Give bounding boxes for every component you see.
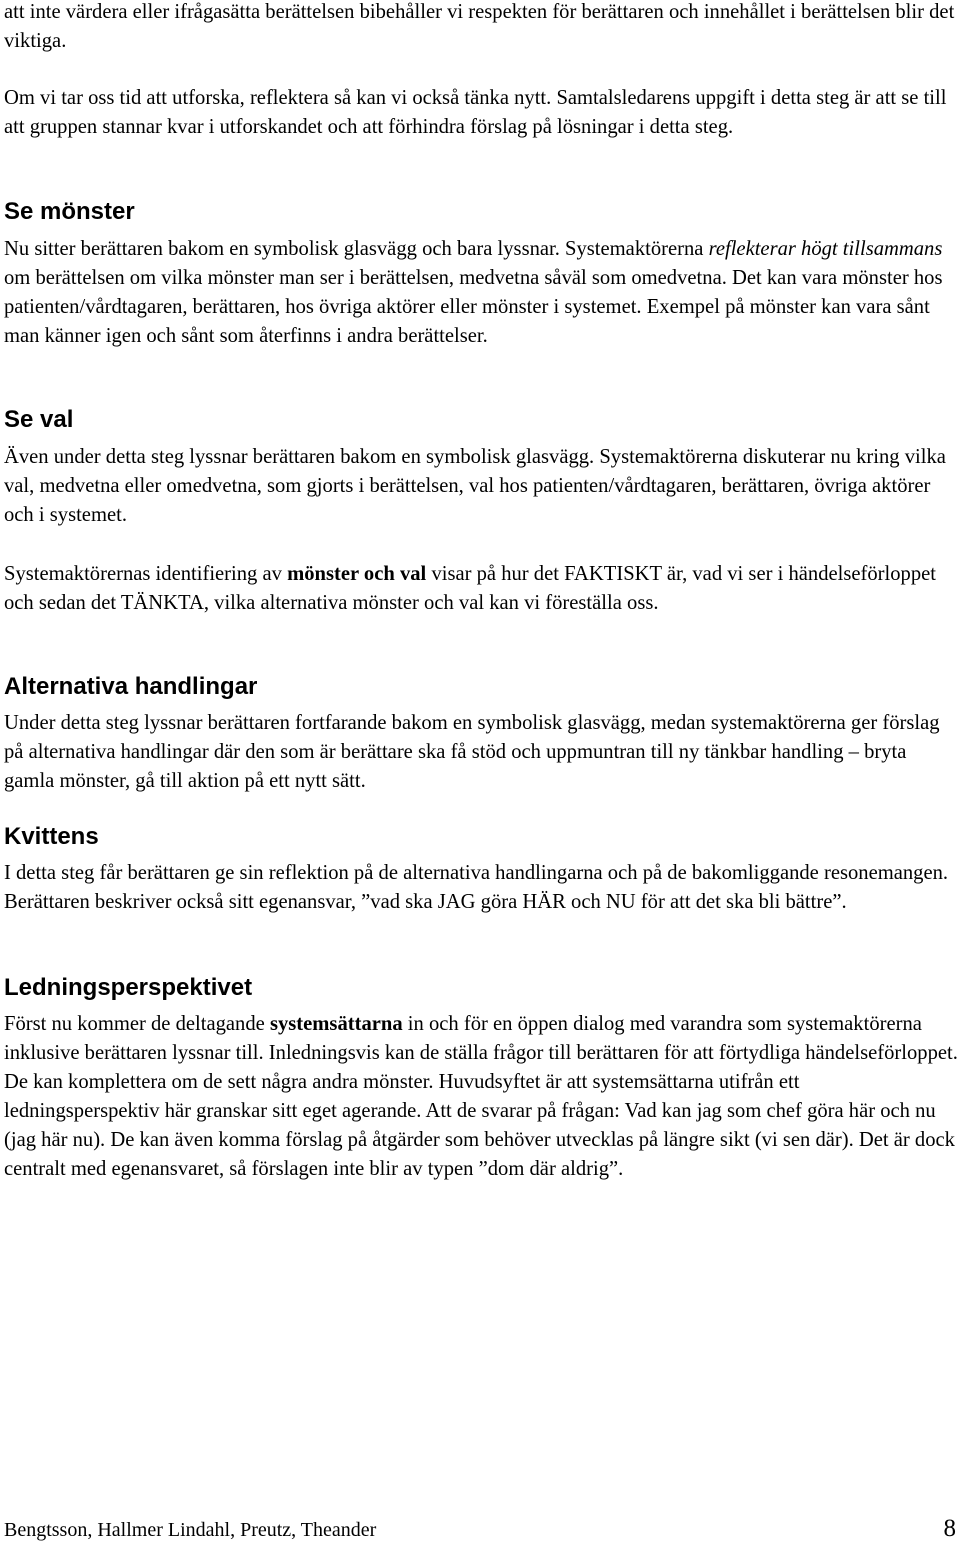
text-run: om berättelsen om vilka mönster man ser i berättelsen, medvetna såväl som omedvetna. Det kan vara mönster hos patienten/vårdtagaren, berättaren, hos övriga aktörer eller mönster i systemet. Exempel på mönster kan vara sånt man känner igen och sånt som återfinns i andra berättelser. [4,267,943,347]
paragraph-se-monster [4,235,958,351]
paragraph-kvittens: I detta steg får berättaren ge sin reflektion på de alternativa handlingarna och på de bakomliggande resonemangen. Berättaren beskriver också sitt egenansvar, ”vad ska JAG göra HÄR och NU för att det ska bli bättre”. [4,862,949,913]
page-footer [4,1508,956,1542]
paragraph-explore-reflect: Om vi tar oss tid att utforska, reflektera så kan vi också tänka nytt. Samtalsledarens uppgift i detta steg är att se till att gruppen stannar kvar i utforskandet och att förhindra förslag på lösningar i detta steg. [4,87,947,138]
paragraph-se-val: Även under detta steg lyssnar berättaren bakom en symbolisk glasvägg. Systemaktörerna diskuterar nu kring vilka val, medvetna eller omedvetna, som gjorts i berättelsen, val hos patienten/vårdtagaren, berättaren, övriga aktörer och i systemet. [4,446,946,526]
paragraph-ledningsperspektivet [4,1010,958,1184]
page-number: 8 [943,1515,956,1542]
heading-se-val: Se val [4,406,74,433]
heading-alternativa-handlingar: Alternativa handlingar [4,673,258,700]
text-run: visar på hur det FAKTISKT är, vad vi ser i händelseförloppet och sedan det TÄNKTA, vilka alternativa mönster och val kan vi föreställa oss. [4,563,936,614]
heading-se-monster: Se mönster [4,198,135,225]
paragraph-alternativa-handlingar: Under detta steg lyssnar berättaren fortfarande bakom en symbolisk glasvägg, medan systemaktörerna ger förslag på alternativa handlingar där den som är berättare ska få stöd och uppmuntran till ny tänkbar handling – bryta gamla mönster, gå till aktion på ett nytt sätt. [4,712,940,792]
bold-phrase: systemsättarna [269,1013,403,1035]
text-run: in och för en öppen dialog med varandra som systemaktörerna inklusive berättaren lyssnar till. Inledningsvis kan de ställa frågor till berättaren för att förtydliga händelseförloppet. De kan komplettera om de sett några andra mönster. Huvudsyftet är att systemsättarna utifrån ett ledningsperspektiv här granskar sitt eget agerande. Att de svarar på frågan: Vad kan jag som chef göra här och nu (jag här nu). De kan även komma förslag på åtgärder som behöver utvecklas på längre sikt (vi sen där). Det är dock centralt med egenansvaret, så förslagen inte blir av typen ”dom där aldrig”. [4,1013,958,1180]
bold-phrase: mönster och val [287,563,427,585]
footer-authors: Bengtsson, Hallmer Lindahl, Preutz, Theander [4,1519,377,1541]
paragraph-identification [4,560,958,618]
text-run: Först nu kommer de deltagande [4,1013,270,1035]
heading-ledningsperspektivet: Ledningsperspektivet [4,974,253,1001]
text-run: Nu sitter berättaren bakom en symbolisk glasvägg och bara lyssnar. Systemaktörerna [4,238,709,260]
heading-kvittens: Kvittens [4,823,99,850]
italic-phrase: reflekterar högt tillsammans [708,238,943,260]
text-run: Systemaktörernas identifiering av [4,563,288,585]
paragraph-intro-continued: att inte värdera eller ifrågasätta berättelsen bibehåller vi respekten för berättaren och innehållet i berättelsen blir det viktiga. [4,1,955,52]
